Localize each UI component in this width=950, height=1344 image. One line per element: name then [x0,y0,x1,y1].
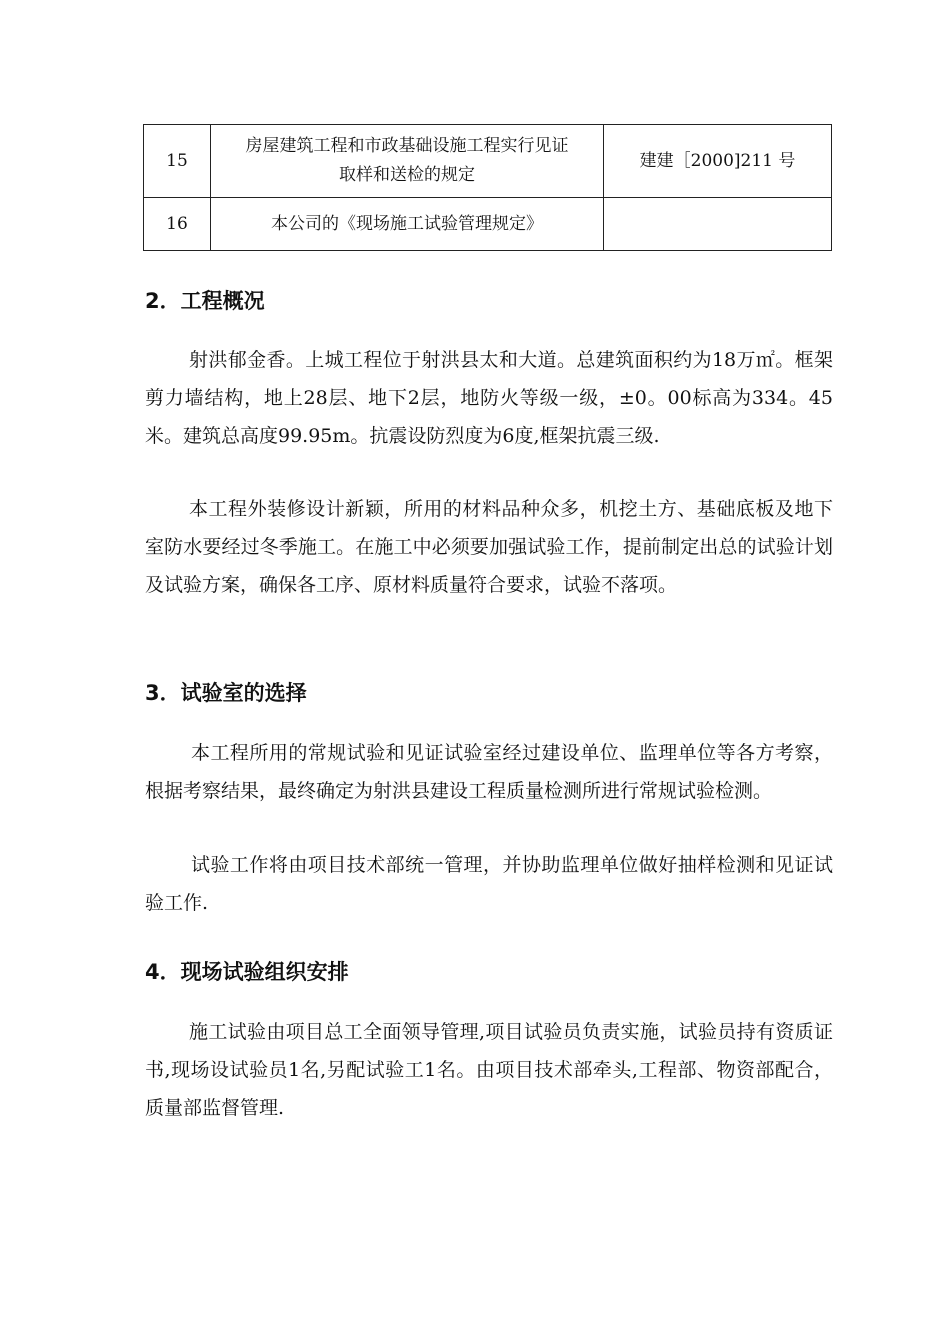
table-row [144,198,832,251]
row-number: 16 [144,198,211,251]
section-heading-laboratory: 3．试验室的选择 [145,681,307,705]
paragraph: 本工程所用的常规试验和见证试验室经过建设单位、监理单位等各方考察，根据考察结果，最终确定为射洪县建设工程质量检测所进行常规试验检测。 [145,742,833,802]
paragraph: 试验工作将由项目技术部统一管理，并协助监理单位做好抽样检测和见证试验工作. [145,854,833,914]
paragraph: 本工程外装修设计新颖，所用的材料品种众多，机挖土方、基础底板及地下室防水要经过冬季施工。在施工中必须要加强试验工作，提前制定出总的试验计划及试验方案，确保各工序、原材料质量符合要求，试验不落项。 [145,498,833,596]
regulation-title-line: 房屋建筑工程和市政基础设施工程实行见证 [245,136,569,156]
regulation-reference [604,198,832,251]
paragraph: 施工试验由项目总工全面领导管理,项目试验员负责实施，试验员持有资质证书,现场设试验员1名,另配试验工1名。由项目技术部牵头,工程部、物资部配合，质量部监督管理. [145,1021,833,1119]
regulation-title-line: 取样和送检的规定 [339,165,475,185]
section-heading-overview: 2．工程概况 [145,289,265,313]
paragraph: 射洪郁金香。上城工程位于射洪县太和大道。总建筑面积约为18万㎡。框架剪力墙结构，地上28层、地下2层，地防火等级一级，±0。00标高为334。45米。建筑总高度99.95m。抗震设防烈度为6度,框架抗震三级. [145,349,833,447]
regulation-title-line: 本公司的《现场施工试验管理规定》 [271,213,543,234]
section-heading-organization: 4．现场试验组织安排 [145,960,349,984]
table-row [144,125,832,198]
regulations-table [143,124,832,251]
regulation-title [211,198,604,251]
regulation-title [211,125,604,198]
row-number: 15 [144,125,211,198]
regulation-reference: 建建［2000]211 号 [604,125,832,198]
